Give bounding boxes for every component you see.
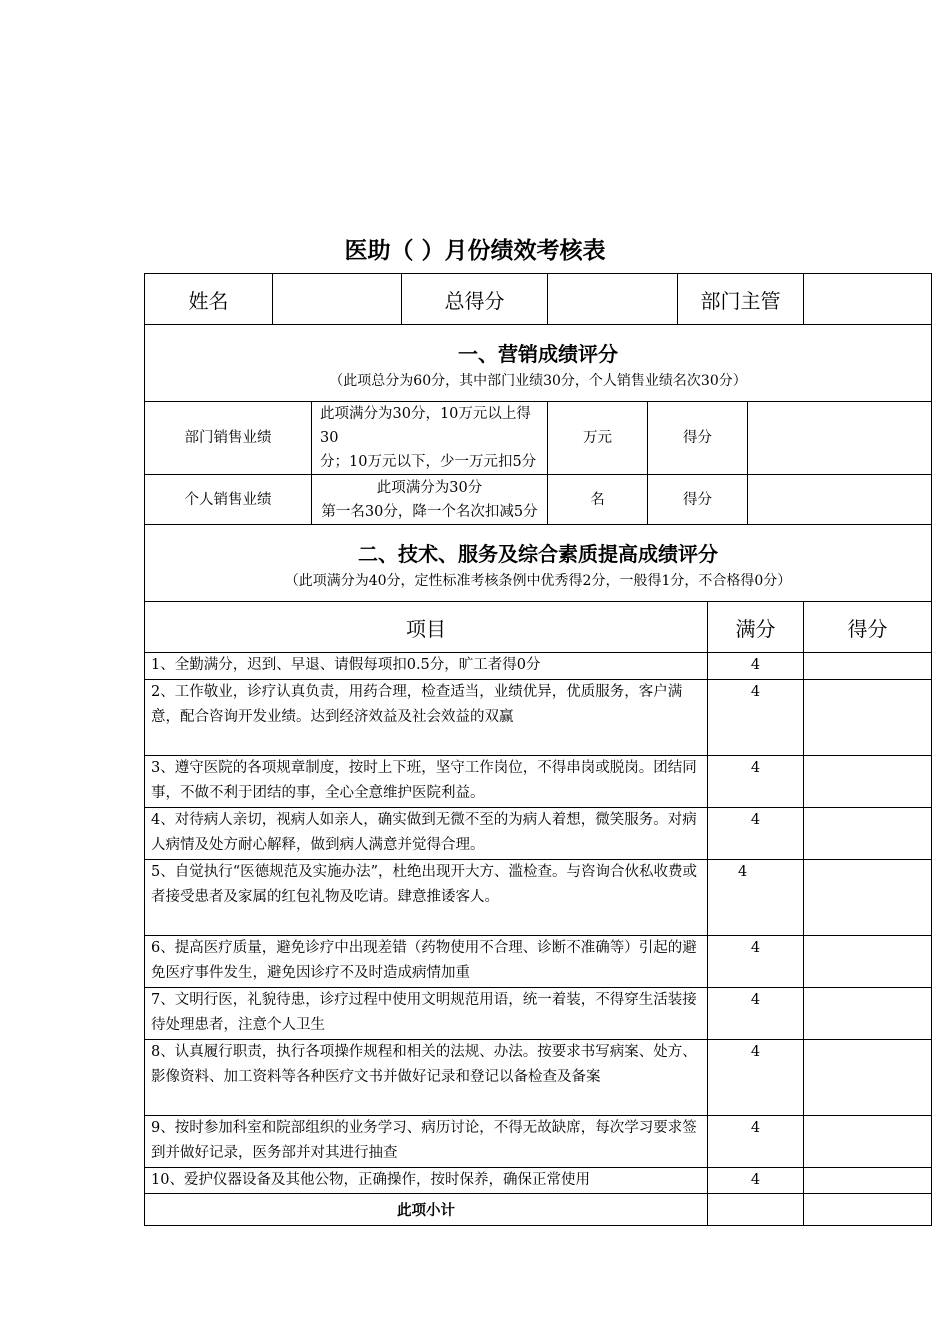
item-score-cell[interactable]	[804, 1167, 932, 1194]
item-text: 2、工作敬业，诊疗认真负责，用药合理，检查适当，业绩优异，优质服务，客户满意，配合咨询开发业绩。达到经济效益及社会效益的双赢	[145, 679, 708, 755]
item-max: 4	[708, 1115, 804, 1167]
dept-sales-row	[145, 402, 932, 475]
personal-sales-unit: 名	[548, 475, 648, 525]
section2-column-header	[145, 602, 932, 653]
table-row	[145, 653, 932, 680]
personal-sales-desc-1: 此项满分为30分	[376, 479, 483, 496]
total-score-value-cell[interactable]	[548, 274, 678, 325]
manager-value-cell[interactable]	[804, 274, 932, 325]
item-max: 4	[708, 935, 804, 987]
table-row	[145, 859, 932, 935]
table-row	[145, 1167, 932, 1194]
item-score-cell[interactable]	[804, 755, 932, 807]
item-text: 1、全勤满分，迟到、早退、请假每项扣0.5分，旷工者得0分	[145, 653, 708, 680]
table-row	[145, 807, 932, 859]
item-text: 6、提高医疗质量，避免诊疗中出现差错（药物使用不合理、诊断不准确等）引起的避免医疗事件发生，避免因诊疗不及时造成病情加重	[145, 935, 708, 987]
dept-sales-label: 部门销售业绩	[145, 402, 312, 475]
item-max: 4	[708, 755, 804, 807]
item-max: 4	[708, 807, 804, 859]
item-score-cell[interactable]	[804, 859, 932, 935]
item-text: 7、文明行医，礼貌待患，诊疗过程中使用文明规范用语，统一着装，不得穿生活装接待处理患者，注意个人卫生	[145, 987, 708, 1039]
dept-sales-desc-2: 分；10万元以下，少一万元扣5分	[320, 454, 537, 470]
dept-sales-score-label: 得分	[648, 402, 748, 475]
col-item-header: 项目	[145, 602, 708, 653]
subtotal-label: 此项小计	[145, 1194, 708, 1226]
section1-note: （此项总分为60分，其中部门业绩30分，个人销售业绩名次30分）	[329, 373, 747, 389]
item-text: 10、爱护仪器设备及其他公物，正确操作，按时保养，确保正常使用	[145, 1167, 708, 1194]
table-row	[145, 935, 932, 987]
subtotal-row	[145, 1194, 932, 1226]
item-score-cell[interactable]	[804, 987, 932, 1039]
item-score-cell[interactable]	[804, 653, 932, 680]
total-score-label: 总得分	[402, 274, 548, 325]
table-row	[145, 755, 932, 807]
subtotal-score-cell[interactable]	[804, 1194, 932, 1226]
item-text: 5、自觉执行“医德规范及实施办法”，杜绝出现开大方、滥检查。与咨询合伙私收费或者接受患者及家属的红包礼物及吃请。肆意推诿客人。	[145, 859, 708, 935]
page-title: 医助（ ）月份绩效考核表	[344, 238, 606, 264]
dept-sales-desc-1: 此项满分为30分，10万元以上得30	[320, 406, 531, 446]
personal-sales-row	[145, 475, 932, 525]
personal-sales-label: 个人销售业绩	[145, 475, 312, 525]
item-text: 8、认真履行职责，执行各项操作规程和相关的法规、办法。按要求书写病案、处方、影像资料、加工资料等各种医疗文书并做好记录和登记以备检查及备案	[145, 1039, 708, 1115]
name-value-cell[interactable]	[273, 274, 402, 325]
table-row	[145, 987, 932, 1039]
item-text: 3、遵守医院的各项规章制度，按时上下班，坚守工作岗位，不得串岗或脱岗。团结同事，不做不利于团结的事，全心全意维护医院利益。	[145, 755, 708, 807]
col-max-header: 满分	[708, 602, 804, 653]
dept-sales-unit: 万元	[548, 402, 648, 475]
item-max: 4	[708, 1167, 804, 1194]
section2-heading-row	[145, 525, 932, 602]
item-score-cell[interactable]	[804, 807, 932, 859]
item-score-cell[interactable]	[804, 935, 932, 987]
item-score-cell[interactable]	[804, 679, 932, 755]
manager-label: 部门主管	[678, 274, 804, 325]
item-max: 4	[708, 1039, 804, 1115]
personal-sales-desc-2: 第一名30分，降一个名次扣减5分	[321, 503, 538, 520]
table-row	[145, 679, 932, 755]
item-max: 4	[708, 987, 804, 1039]
section1-heading-row	[145, 325, 932, 402]
section2-note: （此项满分为40分，定性标准考核条例中优秀得2分，一般得1分，不合格得0分）	[284, 573, 792, 589]
item-text: 9、按时参加科室和院部组织的业务学习、病历讨论，不得无故缺席，每次学习要求签到并做好记录，医务部并对其进行抽查	[145, 1115, 708, 1167]
table-row	[145, 1039, 932, 1115]
dept-sales-score-cell[interactable]	[748, 402, 932, 475]
name-label: 姓名	[145, 274, 273, 325]
section2-title: 二、技术、服务及综合素质提高成绩评分	[358, 542, 718, 566]
header-row	[145, 274, 932, 325]
personal-sales-score-label: 得分	[648, 475, 748, 525]
personal-sales-score-cell[interactable]	[748, 475, 932, 525]
table-row	[145, 1115, 932, 1167]
item-max: 4	[708, 653, 804, 680]
item-max: 4	[708, 859, 804, 935]
subtotal-max-cell[interactable]	[708, 1194, 804, 1226]
item-score-cell[interactable]	[804, 1039, 932, 1115]
col-score-header: 得分	[804, 602, 932, 653]
appraisal-table	[144, 273, 932, 1226]
section1-title: 一、营销成绩评分	[458, 342, 618, 366]
item-score-cell[interactable]	[804, 1115, 932, 1167]
item-max: 4	[708, 679, 804, 755]
item-text: 4、对待病人亲切，视病人如亲人，确实做到无微不至的为病人着想，微笑服务。对病人病情及处方耐心解释，做到病人满意并觉得合理。	[145, 807, 708, 859]
